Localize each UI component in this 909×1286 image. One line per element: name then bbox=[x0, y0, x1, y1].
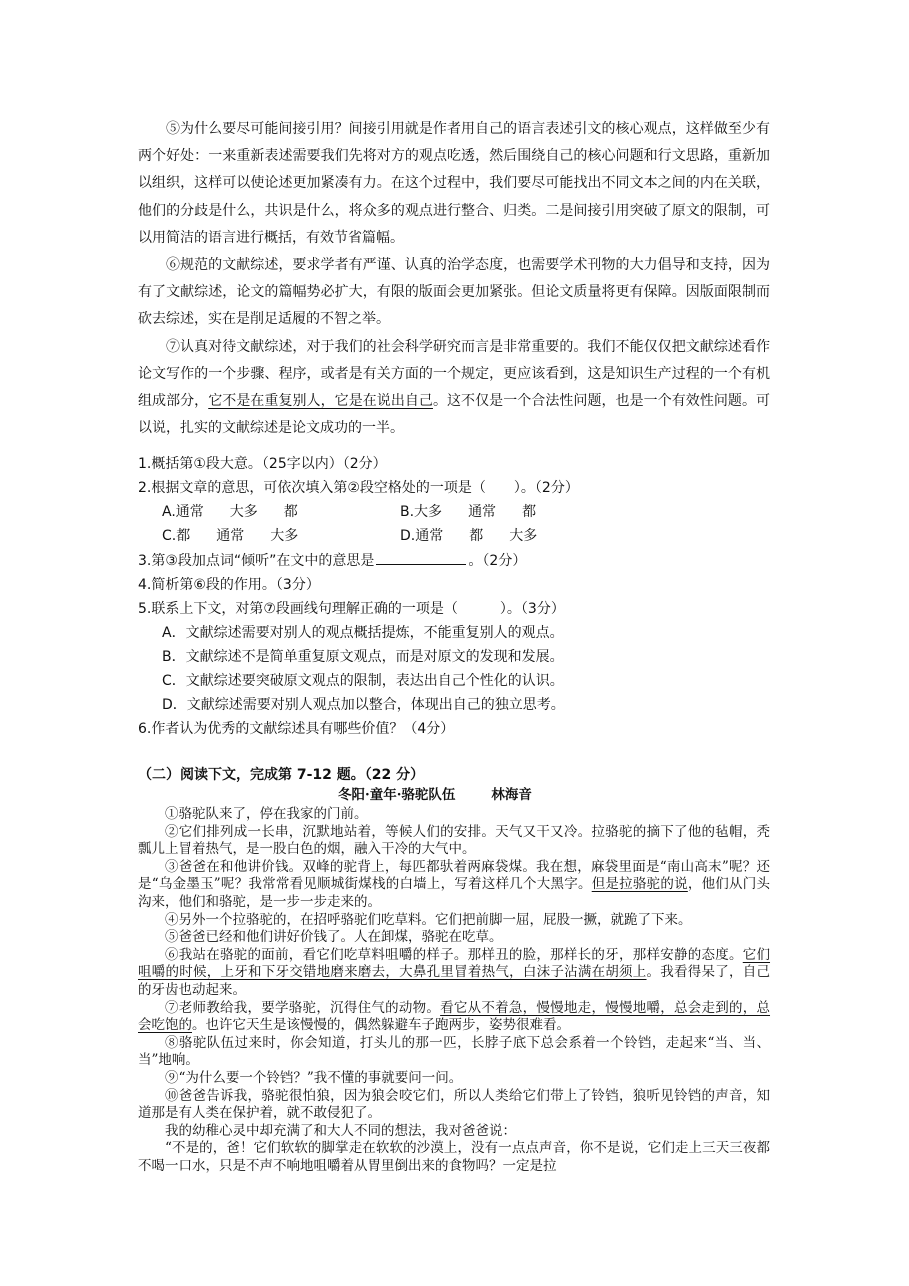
story-paragraph-2: ②它们排列成一长串，沉默地站着，等候人们的安排。天气又干又冷。拉骆驼的摘下了他的毡帽，秃瓢儿上冒着热气，是一股白色的烟，融入干冷的大气中。 bbox=[138, 823, 770, 858]
question-3: 3.第③段加点词“倾听”在文中的意思是 。（2分） bbox=[138, 548, 770, 573]
choice-b: B．文献综述不是简单重复原文观点，而是对原文的发现和发展。 bbox=[162, 649, 564, 665]
story-paragraph-4: ④另外一个拉骆驼的，在招呼骆驼们吃草料。它们把前脚一屈，屁股一撅，就跪了下来。 bbox=[165, 911, 692, 928]
story-paragraph-9: ⑨“为什么要一个铃铛？”我不懂的事就要问一问。 bbox=[165, 1069, 463, 1086]
choice-c: C．文献综述要突破原文观点的限制，表达出自己个性化的认识。 bbox=[162, 673, 564, 689]
paragraph-7-text-a: ⑦认真对待文献综述，对于我们的社会科学研究而言是非常重要的。我们不能仅仅把文献综述看作论文写作的一个步骤、程序，或者是有关方面的一个规定，更应该看到，这是知识生产过程的一个有机组成部分， bbox=[138, 338, 770, 410]
story-paragraph-5: ⑤爸爸已经和他们讲好价钱了。人在卸煤，骆驼在吃草。 bbox=[165, 929, 503, 946]
essay-body bbox=[138, 116, 770, 442]
answer-blank bbox=[376, 548, 466, 565]
question-6: 6.作者认为优秀的文献综述具有哪些价值？（4分） bbox=[138, 721, 455, 737]
story-title: 冬阳·童年·骆驼队伍 bbox=[338, 787, 456, 803]
choice-d: D．文献综述需要对别人观点加以整合，体现出自己的独立思考。 bbox=[162, 697, 565, 713]
essay-paragraph-6: ⑥规范的文献综述，要求学者有严谨、认真的治学态度，也需要学术刊物的大力倡导和支持，因为有了文献综述，论文的篇幅势必扩大，有限的版面会更加紧张。但论文质量将更有保障。因版面限制而砍去综述，实在是削足适履的不智之举。 bbox=[138, 257, 770, 328]
underlined-sentence: 它们咀嚼的时候，上牙和下牙交错地磨来磨去，大鼻孔里冒着热气，白沫子沾满在胡须上 bbox=[138, 946, 771, 981]
paragraph-7-text-b: 。这不仅是一个合法性问题，也是一个有效性问题。可以说，扎实的文献综述是论文成功的一半。 bbox=[138, 393, 771, 437]
essay-paragraph-7 bbox=[138, 334, 770, 443]
story-paragraph-3: ③爸爸在和他讲价钱。双峰的驼背上，每匹都驮着两麻袋煤。我在想，麻袋里面是“南山高末”呢？还是“乌金墨玉”呢？我常常看见顺城街煤栈的白墙上，写着这样几个大黑字。但是拉骆驼的说，他们从门头沟来，他们和骆驼，是一步一步走来的。 bbox=[138, 858, 771, 910]
question-list bbox=[138, 452, 770, 741]
option-b: B.大多 通常 都 bbox=[400, 504, 537, 520]
story-paragraph-12: “不是的，爸！它们软软的脚掌走在软软的沙漠上，没有一点点声音，你不是说，它们走上三天三夜都不喝一口水，只是不声不响地咀嚼着从胃里倒出来的食物吗？一定是拉 bbox=[138, 1140, 770, 1174]
story-paragraph-6: ⑥我站在骆驼的面前，看它们吃草料咀嚼的样子。那样丑的脸，那样长的牙，那样安静的态度。它们咀嚼的时候，上牙和下牙交错地磨来磨去，大鼻孔里冒着热气，白沫子沾满在胡须上。我看得呆了，自己的牙齿也动起来。 bbox=[138, 946, 771, 998]
story-paragraph-11: 我的幼稚心灵中却充满了和大人不同的想法，我对爸爸说： bbox=[165, 1122, 516, 1139]
question-2-options-row-1 bbox=[138, 500, 770, 524]
question-2-options-row-2 bbox=[138, 524, 770, 548]
question-5-choices bbox=[138, 621, 770, 717]
reading-section-2 bbox=[138, 764, 770, 1175]
option-d: D.通常 都 大多 bbox=[400, 528, 538, 544]
story-author: 林海音 bbox=[491, 787, 532, 803]
option-c: C.都 通常 大多 bbox=[162, 528, 299, 544]
story-paragraph-8: ⑧骆驼队伍过来时，你会知道，打头儿的那一匹，长脖子底下总会系着一个铃铛，走起来“当、当、当”地响。 bbox=[138, 1034, 770, 1069]
question-2: 2.根据文章的意思，可依次填入第②段空格处的一项是（ ）。（2分） bbox=[138, 480, 579, 496]
section-heading: （二）阅读下文，完成第 7-12 题。（22 分） bbox=[138, 767, 425, 783]
underlined-sentence: 它不是在重复别人，它是在说出自己 bbox=[208, 393, 433, 410]
underlined-sentence: 看它从不着急，慢慢地走，慢慢地嚼，总会走到的，总会吃饱的 bbox=[138, 999, 771, 1034]
essay-paragraph-5: ⑤为什么要尽可能间接引用？间接引用就是作者用自己的语言表述引文的核心观点，这样做至少有两个好处：一来重新表述需要我们先将对方的观点吃透，然后围绕自己的核心问题和行文思路，重新加以组织，这样可以使论述更加紧凑有力。在这个过程中，我们要尽可能找出不同文本之间的内在关联，他们的分歧是什么，共识是什么，将众多的观点进行整合、归类。二是间接引用突破了原文的限制，可以用简洁的语言进行概括，有效节省篇幅。 bbox=[138, 121, 770, 246]
question-1: 1.概括第①段大意。（25字以内）（2分） bbox=[138, 456, 387, 472]
choice-a: A．文献综述需要对别人的观点概括提炼，不能重复别人的观点。 bbox=[162, 625, 564, 641]
question-5: 5.联系上下文，对第⑦段画线句理解正确的一项是（ ）。（3分） bbox=[138, 601, 565, 617]
story-title-line bbox=[138, 786, 770, 804]
story-paragraph-1: ①骆驼队来了，停在我家的门前。 bbox=[165, 806, 368, 822]
question-4: 4.简析第⑥段的作用。（3分） bbox=[138, 577, 320, 593]
story-body bbox=[138, 806, 770, 1175]
option-a: A.通常 大多 都 bbox=[162, 504, 298, 520]
story-paragraph-7: ⑦老师教给我，要学骆驼，沉得住气的动物。看它从不着急，慢慢地走，慢慢地嚼，总会走到的，总会吃饱的。也许它天生是该慢慢的，偶然躲避车子跑两步，姿势很难看。 bbox=[138, 999, 771, 1034]
story-paragraph-10: ⑩爸爸告诉我，骆驼很怕狼，因为狼会咬它们，所以人类给它们带上了铃铛，狼听见铃铛的声音，知道那是有人类在保护着，就不敢侵犯了。 bbox=[138, 1087, 770, 1122]
underlined-phrase: 但是拉骆驼的说 bbox=[591, 876, 688, 893]
